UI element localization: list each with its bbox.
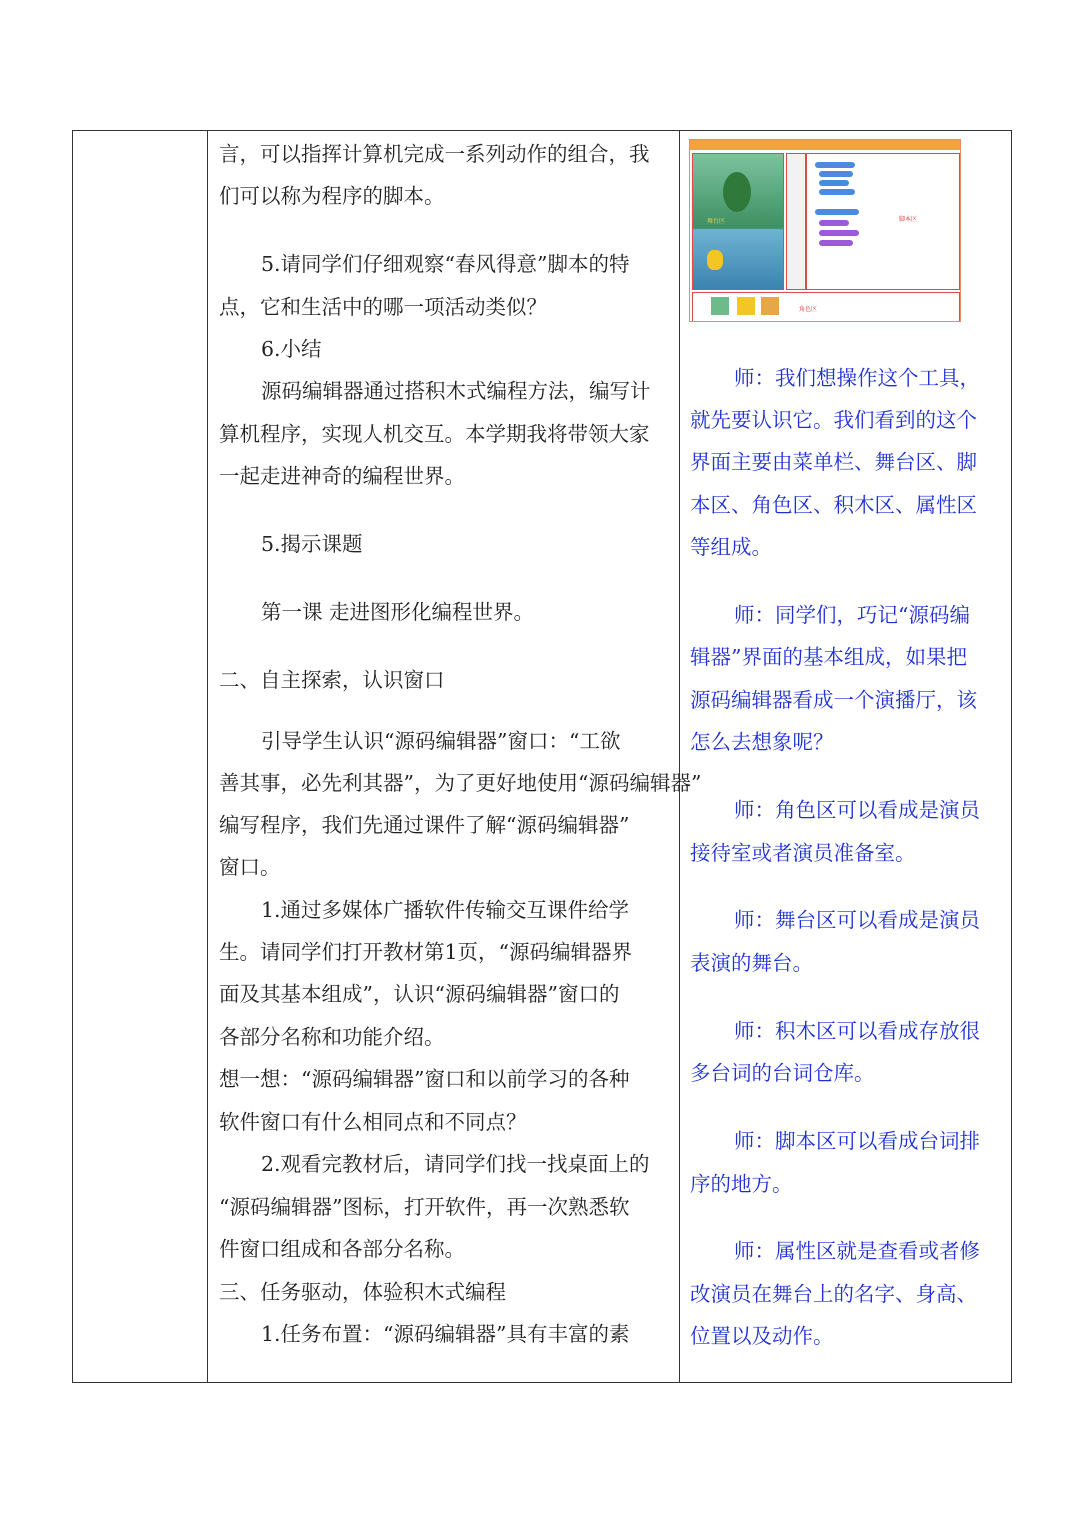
code-block bbox=[819, 230, 859, 236]
code-block bbox=[819, 189, 855, 195]
text-line: 1.任务布置：“源码编辑器”具有丰富的素 bbox=[261, 1322, 630, 1346]
menu-bar bbox=[690, 140, 960, 150]
teaching-process-column bbox=[208, 131, 702, 1382]
text-line: 编写程序，我们先通过课件了解“源码编辑器” bbox=[219, 813, 630, 837]
text-line: 窗口。 bbox=[219, 855, 281, 879]
note-line: 源码编辑器看成一个演播厅，该 bbox=[690, 688, 977, 712]
note-line: 师：属性区就是查看或者修 bbox=[734, 1239, 980, 1263]
text-line: 三、任务驱动，体验积木式编程 bbox=[219, 1280, 506, 1304]
teacher-notes-column bbox=[680, 131, 1010, 1382]
text-line: 善其事，必先利其器”，为了更好地使用“源码编辑器” bbox=[219, 771, 702, 795]
text-line: 生。请同学们打开教材第1页，“源码编辑器界 bbox=[219, 940, 633, 964]
text-line: 算机程序，实现人机交互。本学期我将带领大家 bbox=[219, 422, 650, 446]
note-line: 师：我们想操作这个工具， bbox=[734, 366, 980, 390]
text-line: 5.请同学们仔细观察“春风得意”脚本的特 bbox=[261, 252, 630, 276]
note-line: 师：脚本区可以看成台词排 bbox=[734, 1129, 980, 1153]
text-line: 二、自主探索，认识窗口 bbox=[219, 668, 445, 692]
text-line: 想一想：“源码编辑器”窗口和以前学习的各种 bbox=[219, 1067, 630, 1091]
text-line: 言，可以指挥计算机完成一系列动作的组合，我 bbox=[219, 142, 650, 166]
note-line: 多台词的台词仓库。 bbox=[690, 1061, 875, 1085]
note-line: 界面主要由菜单栏、舞台区、脚 bbox=[690, 450, 977, 474]
editor-screenshot bbox=[689, 139, 961, 322]
text-line: 6.小结 bbox=[261, 337, 322, 361]
stage-area bbox=[692, 153, 784, 290]
code-block bbox=[819, 171, 853, 177]
note-line: 本区、角色区、积木区、属性区 bbox=[690, 493, 977, 517]
note-line: 接待室或者演员准备室。 bbox=[690, 841, 916, 865]
sprite-thumbnail bbox=[737, 297, 755, 315]
note-line: 序的地方。 bbox=[690, 1172, 793, 1196]
note-line: 怎么去想象呢？ bbox=[690, 730, 834, 754]
note-line: 等组成。 bbox=[690, 535, 772, 559]
text-line: 第一课 走进图形化编程世界。 bbox=[261, 600, 535, 624]
stage-label: 舞台区 bbox=[707, 218, 726, 225]
code-block bbox=[819, 240, 853, 246]
roles-label: 角色区 bbox=[799, 306, 818, 313]
text-line: 5.揭示课题 bbox=[261, 532, 363, 556]
text-line: 件窗口组成和各部分名称。 bbox=[219, 1237, 465, 1261]
text-line: 源码编辑器通过搭积木式编程方法，编写计 bbox=[261, 379, 651, 403]
character-graphic bbox=[707, 250, 723, 270]
code-block bbox=[819, 220, 849, 226]
sprite-thumbnail bbox=[761, 297, 779, 315]
code-block bbox=[815, 209, 859, 215]
text-line: 点，它和生活中的哪一项活动类似？ bbox=[219, 295, 547, 319]
note-line: 师：积木区可以看成存放很 bbox=[734, 1019, 980, 1043]
text-line: 软件窗口有什么相同点和不同点？ bbox=[219, 1110, 527, 1134]
note-line: 师：舞台区可以看成是演员 bbox=[734, 908, 980, 932]
text-line: 引导学生认识“源码编辑器”窗口：“工欲 bbox=[261, 729, 621, 753]
script-area bbox=[806, 153, 960, 290]
text-line: 1.通过多媒体广播软件传输交互课件给学 bbox=[261, 898, 630, 922]
script-label: 脚本区 bbox=[899, 216, 918, 223]
tree-graphic bbox=[723, 172, 751, 212]
text-line: 各部分名称和功能介绍。 bbox=[219, 1025, 445, 1049]
note-line: 师：角色区可以看成是演员 bbox=[734, 798, 980, 822]
note-line: 表演的舞台。 bbox=[690, 951, 813, 975]
note-line: 辑器”界面的基本组成，如果把 bbox=[690, 645, 967, 669]
note-line: 师：同学们，巧记“源码编 bbox=[734, 603, 970, 627]
code-block bbox=[815, 162, 855, 168]
text-line: “源码编辑器”图标，打开软件，再一次熟悉软 bbox=[219, 1195, 630, 1219]
blocks-area bbox=[786, 153, 806, 290]
note-line: 就先要认识它。我们看到的这个 bbox=[690, 408, 977, 432]
sprite-thumbnail bbox=[711, 297, 729, 315]
text-line: 一起走进神奇的编程世界。 bbox=[219, 464, 465, 488]
lesson-table bbox=[72, 130, 1012, 1383]
blank-column bbox=[73, 131, 208, 1382]
note-line: 位置以及动作。 bbox=[690, 1324, 834, 1348]
code-block bbox=[819, 180, 849, 186]
note-line: 改演员在舞台上的名字、身高、 bbox=[690, 1282, 977, 1306]
text-line: 2.观看完教材后，请同学们找一找桌面上的 bbox=[261, 1152, 650, 1176]
text-line: 们可以称为程序的脚本。 bbox=[219, 184, 445, 208]
text-line: 面及其基本组成”，认识“源码编辑器”窗口的 bbox=[219, 982, 620, 1006]
roles-area bbox=[692, 292, 960, 322]
